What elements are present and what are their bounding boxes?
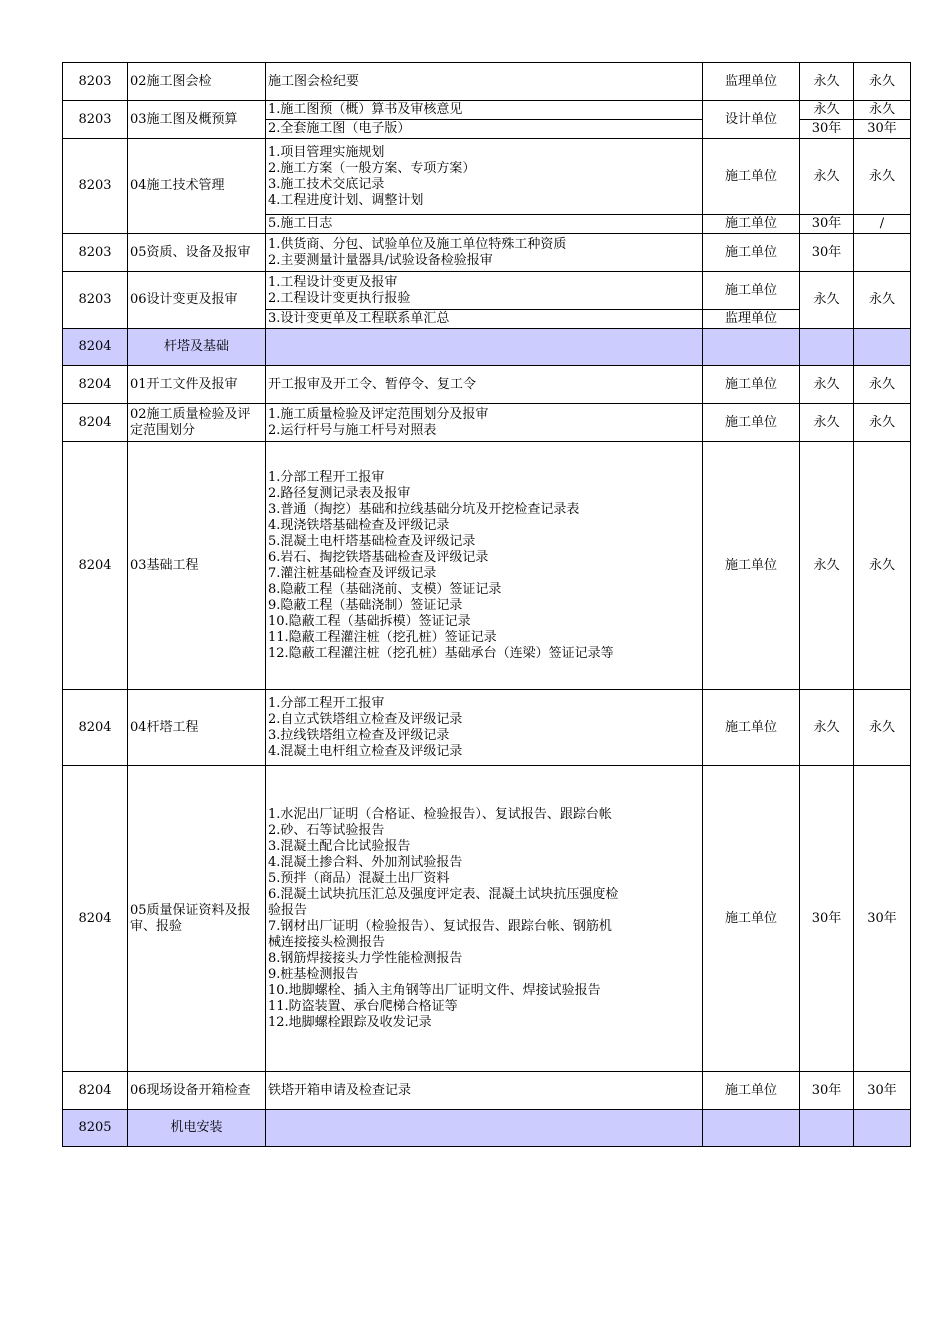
responsible-unit: 施工单位 xyxy=(703,442,800,690)
file-item: 8.钢筋焊接接头力学性能检测报告 xyxy=(268,950,463,966)
file-item: 4.现浇铁塔基础检查及评级记录 xyxy=(268,517,450,533)
file-item: 4.工程进度计划、调整计划 xyxy=(268,192,424,208)
file-item: 2.工程设计变更执行报验 xyxy=(268,290,411,306)
responsible-unit: 施工单位 xyxy=(703,272,800,310)
retention-period-2: 永久 xyxy=(854,366,911,404)
file-item: 2.运行杆号与施工杆号对照表 xyxy=(268,422,437,438)
section-row xyxy=(63,1110,911,1147)
category-code: 8203 xyxy=(63,234,128,272)
file-items xyxy=(266,442,703,690)
category-name: 02施工质量检验及评定范围划分 xyxy=(128,404,266,442)
file-item: 1.分部工程开工报审 xyxy=(268,695,385,711)
file-items xyxy=(266,139,703,215)
file-item: 1.分部工程开工报审 xyxy=(268,469,385,485)
category-name: 06现场设备开箱检查 xyxy=(128,1072,266,1110)
file-item: 3.混凝土配合比试验报告 xyxy=(268,838,411,854)
retention-period-1: 30年 xyxy=(800,234,854,272)
retention-period-2: 30年 xyxy=(854,766,911,1072)
file-items xyxy=(266,234,703,272)
table-row xyxy=(63,366,911,404)
section-code: 8204 xyxy=(63,329,128,366)
file-items xyxy=(266,766,703,1072)
category-code: 8203 xyxy=(63,101,128,139)
file-item: 2.自立式铁塔组立检查及评级记录 xyxy=(268,711,463,727)
responsible-unit: 施工单位 xyxy=(703,366,800,404)
category-code: 8203 xyxy=(63,272,128,329)
file-item: 开工报审及开工令、暂停令、复工令 xyxy=(266,366,703,404)
category-code: 8203 xyxy=(63,63,128,101)
retention-period-1: 永久 xyxy=(800,404,854,442)
responsible-unit: 设计单位 xyxy=(703,101,800,139)
responsible-unit: 施工单位 xyxy=(703,690,800,766)
category-name: 04杆塔工程 xyxy=(128,690,266,766)
file-item: 3.普通（掏挖）基础和拉线基础分坑及开挖检查记录表 xyxy=(268,501,580,517)
file-item: 5.施工日志 xyxy=(266,215,703,234)
file-item: 11.防盗装置、承台爬梯合格证等 xyxy=(268,998,458,1014)
file-item: 2.主要测量计量器具/试验设备检验报审 xyxy=(268,252,493,268)
table-row xyxy=(63,101,911,120)
category-code: 8203 xyxy=(63,139,128,234)
file-item: 9.隐蔽工程（基础浇制）签证记录 xyxy=(268,597,463,613)
file-item: 12.隐蔽工程灌注桩（挖孔桩）基础承台（连梁）签证记录等 xyxy=(268,645,614,661)
section-row xyxy=(63,329,911,366)
file-item: 1.供货商、分包、试验单位及施工单位特殊工种资质 xyxy=(268,236,567,252)
retention-period-2: 永久 xyxy=(854,442,911,690)
category-name: 03基础工程 xyxy=(128,442,266,690)
category-code: 8204 xyxy=(63,366,128,404)
file-item: 1.施工质量检验及评定范围划分及报审 xyxy=(268,406,489,422)
retention-period-2: / xyxy=(854,215,911,234)
file-item: 2.施工方案（一般方案、专项方案） xyxy=(268,160,476,176)
file-item: 1.水泥出厂证明（合格证、检验报告）、复试报告、跟踪台帐 xyxy=(268,806,612,822)
category-code: 8204 xyxy=(63,1072,128,1110)
file-items xyxy=(266,272,703,310)
table-row xyxy=(63,63,911,101)
file-item: 械连接接头检测报告 xyxy=(268,934,386,950)
file-item: 6.混凝土试块抗压汇总及强度评定表、混凝土试块抗压强度检 xyxy=(268,886,619,902)
table-row xyxy=(63,404,911,442)
archive-table xyxy=(62,62,911,1147)
file-item: 9.桩基检测报告 xyxy=(268,966,359,982)
retention-period-2: 永久 xyxy=(854,404,911,442)
category-code: 8204 xyxy=(63,690,128,766)
table-row xyxy=(63,234,911,272)
retention-period-1: 永久 xyxy=(800,272,854,329)
category-name: 03施工图及概预算 xyxy=(128,101,266,139)
responsible-unit: 施工单位 xyxy=(703,139,800,215)
file-item: 5.混凝土电杆塔基础检查及评级记录 xyxy=(268,533,476,549)
file-item: 8.隐蔽工程（基础浇前、支模）签证记录 xyxy=(268,581,502,597)
responsible-unit: 监理单位 xyxy=(703,63,800,101)
retention-period-2: 永久 xyxy=(854,690,911,766)
category-code: 8204 xyxy=(63,404,128,442)
category-name: 04施工技术管理 xyxy=(128,139,266,234)
file-item: 1.工程设计变更及报审 xyxy=(268,274,398,290)
file-item: 7.钢材出厂证明（检验报告）、复试报告、跟踪台帐、钢筋机 xyxy=(268,918,612,934)
section-code: 8205 xyxy=(63,1110,128,1147)
responsible-unit: 施工单位 xyxy=(703,234,800,272)
file-items xyxy=(266,690,703,766)
file-item: 10.地脚螺栓、插入主角钢等出厂证明文件、焊接试验报告 xyxy=(268,982,601,998)
retention-period-1: 永久 xyxy=(800,442,854,690)
responsible-unit: 监理单位 xyxy=(703,310,800,329)
file-item: 3.拉线铁塔组立检查及评级记录 xyxy=(268,727,450,743)
retention-period-1: 30年 xyxy=(800,215,854,234)
file-item: 3.施工技术交底记录 xyxy=(268,176,385,192)
retention-period-2: 永久 xyxy=(854,63,911,101)
responsible-unit: 施工单位 xyxy=(703,1072,800,1110)
retention-period-2: 30年 xyxy=(854,1072,911,1110)
retention-period-2: 永久 xyxy=(854,272,911,329)
file-item: 施工图会检纪要 xyxy=(266,63,703,101)
file-item: 1.施工图预（概）算书及审核意见 xyxy=(266,101,703,120)
table-row xyxy=(63,442,911,690)
section-title: 杆塔及基础 xyxy=(128,329,266,366)
category-name: 02施工图会检 xyxy=(128,63,266,101)
responsible-unit: 施工单位 xyxy=(703,766,800,1072)
file-item: 2.砂、石等试验报告 xyxy=(268,822,385,838)
file-item: 铁塔开箱申请及检查记录 xyxy=(266,1072,703,1110)
category-name: 06设计变更及报审 xyxy=(128,272,266,329)
section-title: 机电安装 xyxy=(128,1110,266,1147)
file-item: 7.灌注桩基础检查及评级记录 xyxy=(268,565,437,581)
retention-period-1: 30年 xyxy=(800,1072,854,1110)
category-name: 05质量保证资料及报审、报验 xyxy=(128,766,266,1072)
responsible-unit: 施工单位 xyxy=(703,404,800,442)
file-item: 5.预拌（商品）混凝土出厂资料 xyxy=(268,870,450,886)
table-row xyxy=(63,272,911,310)
category-code: 8204 xyxy=(63,766,128,1072)
category-name: 05资质、设备及报审 xyxy=(128,234,266,272)
table-row xyxy=(63,139,911,215)
table-row xyxy=(63,766,911,1072)
file-item: 6.岩石、掏挖铁塔基础检查及评级记录 xyxy=(268,549,489,565)
file-item: 4.混凝土掺合料、外加剂试验报告 xyxy=(268,854,463,870)
retention-period-1: 永久 xyxy=(800,366,854,404)
retention-period-1: 永久 xyxy=(800,139,854,215)
retention-period-1: 永久 xyxy=(800,63,854,101)
file-item: 4.混凝土电杆组立检查及评级记录 xyxy=(268,743,463,759)
table-row xyxy=(63,690,911,766)
file-item: 11.隐蔽工程灌注桩（挖孔桩）签证记录 xyxy=(268,629,497,645)
file-item: 10.隐蔽工程（基础拆模）签证记录 xyxy=(268,613,471,629)
retention-period-1: 30年 xyxy=(800,766,854,1072)
file-item: 2.全套施工图（电子版） xyxy=(266,120,703,139)
retention-period-2: 永久 xyxy=(854,101,911,120)
retention-period-1: 永久 xyxy=(800,690,854,766)
retention-period-2 xyxy=(854,234,911,272)
retention-period-1: 30年 xyxy=(800,120,854,139)
retention-period-1: 永久 xyxy=(800,101,854,120)
table-row xyxy=(63,1072,911,1110)
retention-period-2: 30年 xyxy=(854,120,911,139)
file-item: 3.设计变更单及工程联系单汇总 xyxy=(266,310,703,329)
file-item: 1.项目管理实施规划 xyxy=(268,144,385,160)
retention-period-2: 永久 xyxy=(854,139,911,215)
file-item: 2.路径复测记录表及报审 xyxy=(268,485,411,501)
file-items xyxy=(266,404,703,442)
category-name: 01开工文件及报审 xyxy=(128,366,266,404)
file-item: 12.地脚螺栓跟踪及收发记录 xyxy=(268,1014,432,1030)
responsible-unit: 施工单位 xyxy=(703,215,800,234)
file-item: 验报告 xyxy=(268,902,308,918)
category-code: 8204 xyxy=(63,442,128,690)
